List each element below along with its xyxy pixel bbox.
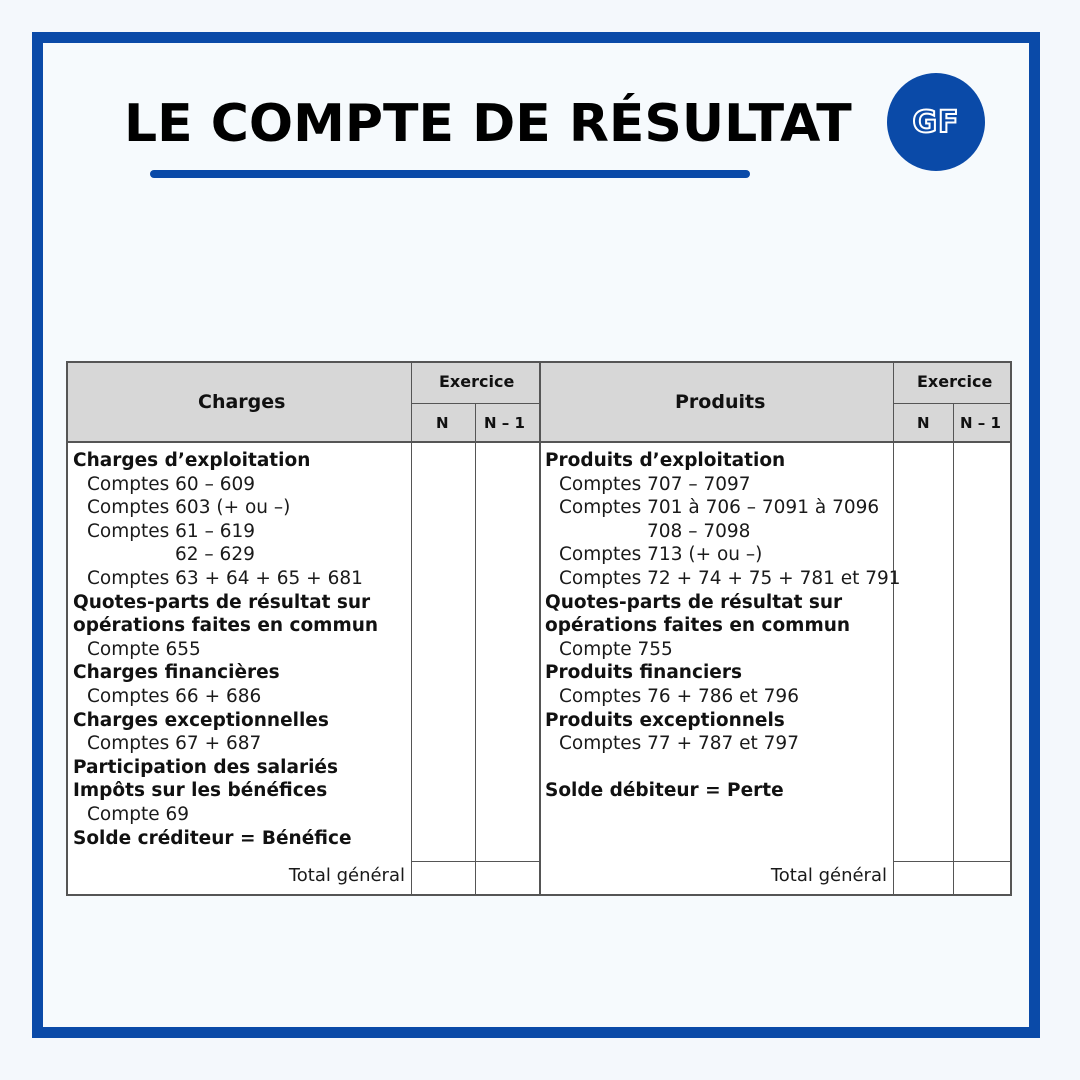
section-heading: Solde créditeur = Bénéfice [73,827,352,849]
produits-header: Produits [675,391,766,413]
title-underline [150,170,750,178]
account-line: Comptes 61 – 619 [87,520,256,542]
section-heading: Quotes-parts de résultat sur [73,591,371,613]
account-line: Comptes 713 (+ ou –) [559,544,763,566]
total-row-line [411,861,539,862]
exercice-header-right: Exercice [917,372,993,391]
account-line: Comptes 67 + 687 [87,733,262,755]
charges-header: Charges [198,391,286,413]
account-line: Compte 69 [87,803,190,825]
column-divider [953,403,954,894]
account-line: Comptes 603 (+ ou –) [87,497,291,519]
account-line: Comptes 72 + 74 + 75 + 781 et 791 [559,567,901,589]
section-heading: Produits exceptionnels [545,709,785,731]
account-line: Comptes 60 – 609 [87,473,256,495]
section-heading: Solde débiteur = Perte [545,780,784,802]
page-title: LE COMPTE DE RÉSULTAT [124,94,852,154]
section-heading: Produits d’exploitation [545,450,786,471]
account-line: Compte 655 [87,638,201,660]
account-line: Comptes 66 + 686 [87,685,262,707]
col-n1-header-left: N – 1 [484,414,525,432]
section-heading: Quotes-parts de résultat sur [545,591,843,613]
column-divider [475,403,476,894]
section-heading: Participation des salariés [73,756,338,778]
exercice-divider [893,403,1012,404]
logo-text: GF [912,104,960,140]
col-n-header-right: N [917,414,930,432]
section-heading: Charges d’exploitation [73,450,311,471]
account-line: Comptes 707 – 7097 [559,473,751,495]
income-statement-table [66,361,1012,896]
column-divider [411,363,412,894]
section-heading: Charges financières [73,662,280,684]
account-line: 62 – 629 [175,544,255,566]
total-label-charges: Total général [288,865,405,886]
account-line: 708 – 7098 [647,520,751,542]
account-line: Compte 755 [559,638,673,660]
account-line: Comptes 63 + 64 + 65 + 681 [87,567,363,589]
total-label-produits: Total général [770,865,887,886]
section-heading: opérations faites en commun [545,615,851,637]
section-heading: opérations faites en commun [73,615,379,637]
exercice-divider [411,403,539,404]
col-n1-header-right: N – 1 [960,414,1001,432]
exercice-header-left: Exercice [439,372,515,391]
col-n-header-left: N [436,414,449,432]
column-divider [539,363,541,894]
account-line: Comptes 77 + 787 et 797 [559,733,799,755]
account-line: Comptes 701 à 706 – 7091 à 7096 [559,497,880,519]
total-row-line [893,861,1012,862]
section-heading: Produits financiers [545,662,742,684]
gf-logo [887,73,985,171]
section-heading: Impôts sur les bénéfices [73,780,328,802]
produits-list [545,449,901,803]
charges-list [73,449,378,850]
account-line: Comptes 76 + 786 et 796 [559,685,799,707]
spacer-row [545,756,901,780]
section-heading: Charges exceptionnelles [73,709,329,731]
